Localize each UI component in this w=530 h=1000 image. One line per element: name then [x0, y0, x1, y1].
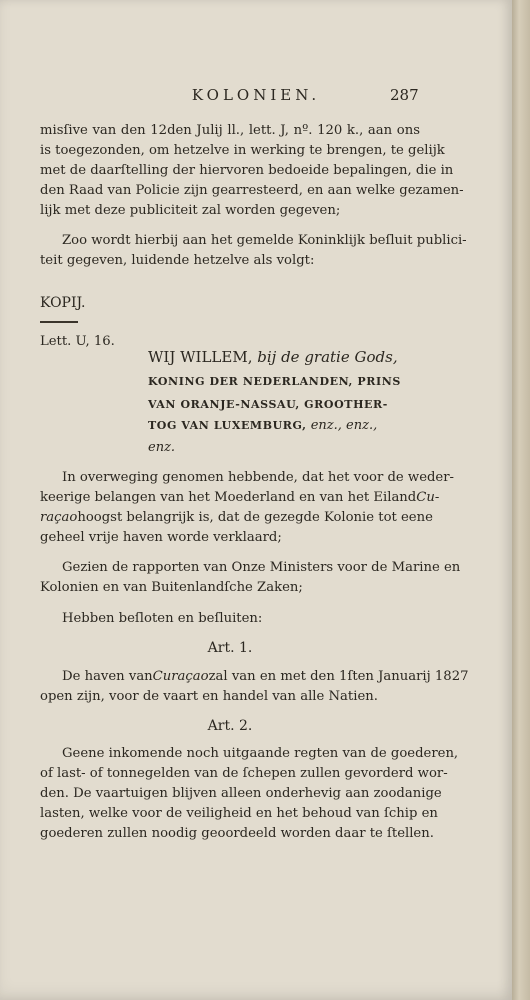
text-line: open zijn, voor de vaart en handel van alle Natien.: [40, 689, 378, 704]
article-heading: Art. 1.: [207, 640, 253, 656]
by-grace-text: bij de gratie Gods,: [257, 348, 398, 366]
text-line: goederen zullen noodig geoordeeld worden daar te ſtellen.: [40, 826, 434, 841]
text-line: den Raad van Policie zijn gearresteerd, en aan welke gezamen-: [40, 183, 464, 198]
text-line: den. De vaartuigen blijven alleen onderhevig aan zoodanige: [40, 786, 442, 801]
text-line: Geene inkomende noch uitgaande regten van de goederen,: [62, 746, 459, 761]
text-line: lasten, welke voor de veiligheid en het behoud van ſchip en: [40, 806, 438, 821]
page-number: 287: [390, 86, 419, 104]
decree-line: [148, 348, 398, 366]
decree-italic: enz., enz.,: [310, 418, 378, 433]
text-line: Zoo wordt hierbij aan het gemelde Koninklijk beſluit publici-: [62, 233, 467, 248]
italic-text: Cu-: [416, 490, 440, 505]
article-heading: Art. 2.: [207, 718, 253, 734]
italic-text: raçao: [40, 510, 78, 525]
text-line: Kolonien en van Buitenlandſche Zaken;: [40, 580, 303, 595]
divider-rule: [40, 321, 78, 323]
running-header: KOLONIEN.: [191, 86, 321, 104]
decree-line: [148, 440, 175, 455]
decree-caps: TOG VAN LUXEMBURG,: [148, 419, 307, 432]
text-line: [40, 510, 433, 525]
text-line: teit gegeven, luidende hetzelve als volgt:: [40, 253, 315, 268]
decree-line: VAN ORANJE-NASSAU, GROOTHER-: [148, 398, 388, 411]
decree-line: [148, 418, 377, 433]
decree-italic: enz.: [148, 440, 176, 455]
text-span: hoogst belangrijk is, dat de gezegde Kolonie tot eene: [77, 510, 433, 525]
text-line: of last- of tonnegelden van de ſchepen zullen gevorderd wor-: [40, 766, 448, 781]
text-line: Gezien de rapporten van Onze Ministers voor de Marine en: [62, 560, 461, 575]
text-line: met de daarſtelling der hiervoren bedoeide bepalingen, die in: [40, 163, 454, 178]
text-span: keerige belangen van het Moederland en van het Eiland: [40, 490, 417, 505]
text-line: lijk met deze publiciteit zal worden gegeven;: [40, 203, 341, 218]
text-span: zal van en met den 1ſten Januarij 1827: [208, 669, 469, 684]
text-line: Hebben beſloten en beſluiten:: [62, 611, 263, 626]
text-line: [62, 669, 469, 684]
king-name: WIJ WILLEM,: [148, 348, 253, 366]
decree-line: KONING DER NEDERLANDEN, PRINS: [148, 375, 401, 388]
page-edge: [512, 0, 530, 1000]
italic-text: Curaçao: [152, 669, 209, 684]
letter-reference: Lett. U, 16.: [40, 334, 115, 349]
text-line: In overweging genomen hebbende, dat het voor de weder-: [62, 470, 454, 485]
kopij-heading: KOPIJ.: [40, 295, 86, 311]
text-line: misſive van den 12den Julij ll., lett. J, nº. 120 k., aan ons: [40, 123, 420, 138]
text-line: [40, 490, 440, 505]
text-line: geheel vrije haven worde verklaard;: [40, 530, 282, 545]
text-span: De haven van: [62, 669, 153, 684]
text-line: is toegezonden, om hetzelve in werking te brengen, te gelijk: [40, 143, 445, 158]
